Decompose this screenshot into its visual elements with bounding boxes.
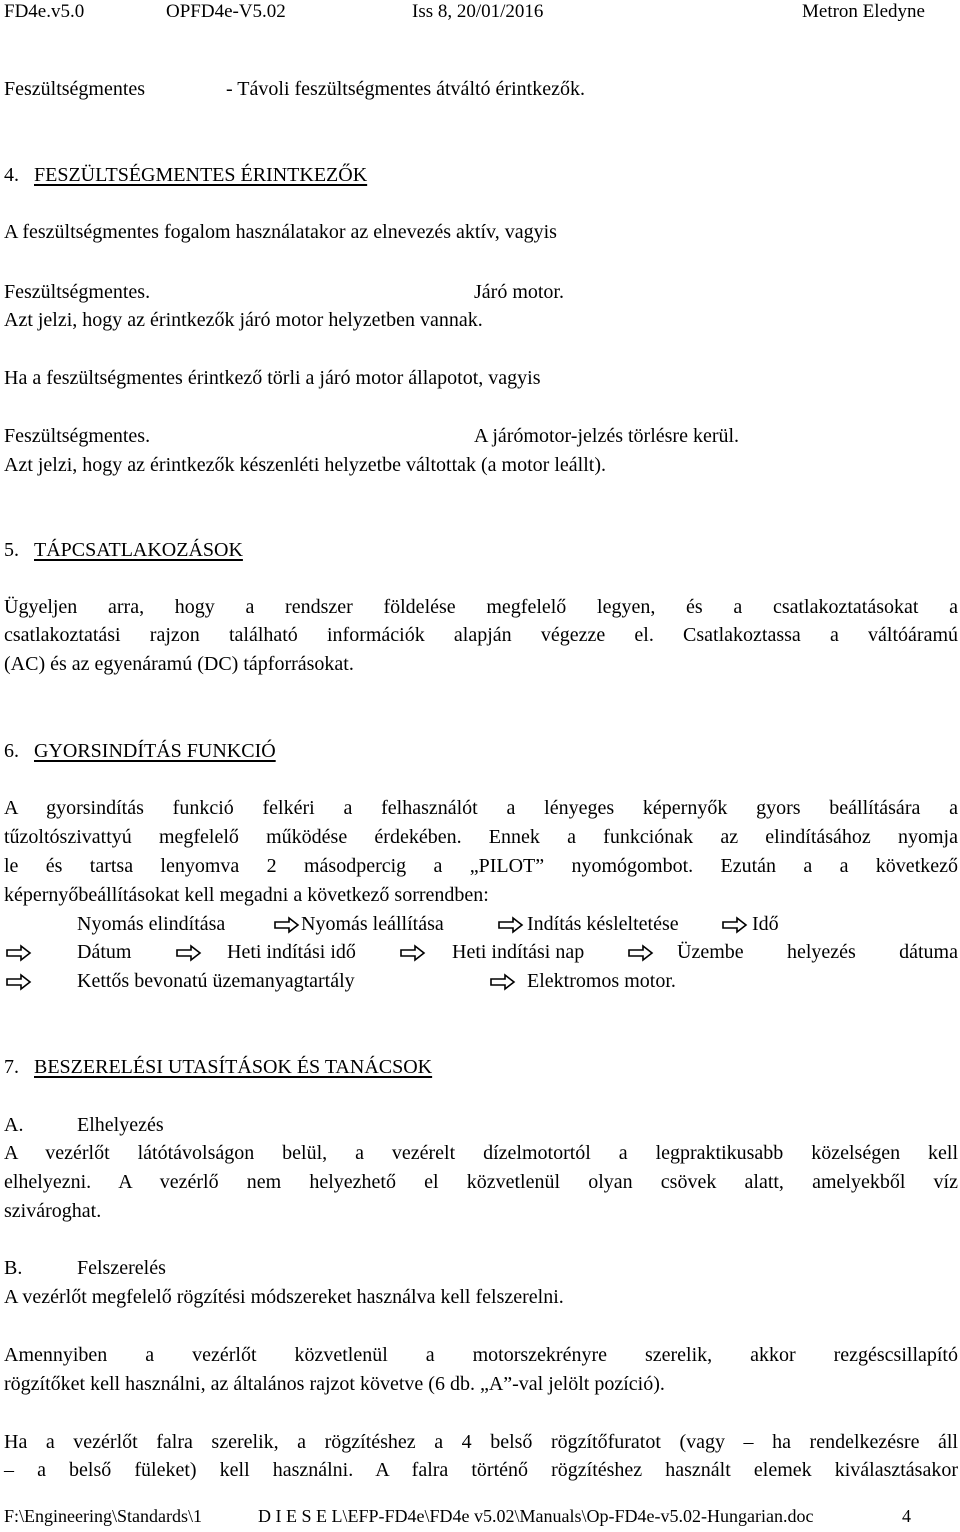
sequence-step: Heti indítási nap xyxy=(452,941,585,963)
section-4-row1-right: Járó motor. xyxy=(474,281,564,303)
section-5-line: (AC) és az egyenáramú (DC) tápforrásokat. xyxy=(4,653,354,675)
right-arrow-icon xyxy=(400,944,426,962)
paragraph-line: Amennyiben a vezérlőt közvetlenül a motorszekrényre szerelik, akkor rezgéscsillapító xyxy=(4,1344,958,1366)
header-doc-code: FD4e.v5.0 xyxy=(4,1,85,22)
top-row-label: Feszültségmentes xyxy=(4,78,146,100)
section-6-title: GYORSINDÍTÁS FUNKCIÓ xyxy=(34,740,276,762)
footer-page-number: 4 xyxy=(902,1506,911,1526)
sequence-step: Kettős bevonatú üzemanyagtartály xyxy=(77,970,355,992)
sequence-step: Elektromos motor. xyxy=(527,970,676,992)
paragraph-line: Ha a vezérlőt falra szerelik, a rögzítéshez a 4 belső rögzítőfuratot (vagy – ha rendelkezésre áll xyxy=(4,1431,958,1453)
sequence-step: Idő xyxy=(752,913,779,935)
subsection-a-line: szivároghat. xyxy=(4,1200,102,1222)
section-6-line: le és tartsa lenyomva 2 másodpercig a „PILOT” nyomógombot. Ezután a a következő xyxy=(4,855,958,877)
sequence-step: Nyomás elindítása xyxy=(77,913,226,935)
footer-path-a: F:\Engineering\Standards\1 xyxy=(4,1506,202,1526)
section-6-line: A gyorsindítás funkció felkéri a felhasználót a lényeges képernyők gyors beállítására a xyxy=(4,797,958,819)
section-7-number: 7. xyxy=(4,1056,19,1078)
section-5-line: Ügyeljen arra, hogy a rendszer földelése megfelelő legyen, és a csatlakoztatásokat a xyxy=(4,596,958,618)
section-4-row2-desc: Azt jelzi, hogy az érintkezők készenléti helyzetbe váltottak (a motor leállt). xyxy=(4,454,606,476)
paragraph-line: – a belső füleket) kell használni. A falra történő rögzítéshez használt elemek kiválasztásakor xyxy=(4,1459,958,1481)
subsection-b-title: Felszerelés xyxy=(77,1257,166,1279)
section-5-number: 5. xyxy=(4,539,19,561)
section-4-intro: A feszültségmentes fogalom használatakor az elnevezés aktív, vagyis xyxy=(4,221,557,243)
section-4-row2-right: A járómotor-jelzés törlésre kerül. xyxy=(474,425,740,447)
paragraph-line: rögzítőket kell használni, az általános rajzot követve (6 db. „A”-val jelölt pozíció). xyxy=(4,1373,665,1395)
footer-path-b: D I E S E L\EFP-FD4e\FD4e v5.02\Manuals\Op-FD4e-v5.02-Hungarian.doc xyxy=(258,1506,814,1526)
right-arrow-icon xyxy=(490,973,516,991)
section-4-row1-desc: Azt jelzi, hogy az érintkezők járó motor helyzetben vannak. xyxy=(4,309,483,331)
section-6-heading xyxy=(4,739,276,763)
section-6-line: tűzoltószivattyú megfelelő működése érdekében. Ennek a funkciónak az elindításához nyomja xyxy=(4,826,958,848)
right-arrow-icon xyxy=(6,944,32,962)
header-ref-code: OPFD4e-V5.02 xyxy=(166,1,286,22)
right-arrow-icon xyxy=(274,916,300,934)
right-arrow-icon xyxy=(176,944,202,962)
sequence-step: Nyomás leállítása xyxy=(301,913,444,935)
section-5-heading xyxy=(4,538,243,562)
right-arrow-icon xyxy=(628,944,654,962)
section-4-title: FESZÜLTSÉGMENTES ÉRINTKEZŐK xyxy=(34,164,368,186)
section-4-heading xyxy=(4,163,367,187)
section-6-line: képernyőbeállításokat kell megadni a következő sorrendben: xyxy=(4,884,489,906)
right-arrow-icon xyxy=(6,973,32,991)
subsection-a-title: Elhelyezés xyxy=(77,1114,164,1136)
right-arrow-icon xyxy=(722,916,748,934)
subsection-b-line: A vezérlőt megfelelő rögzítési módszereket használva kell felszerelni. xyxy=(4,1286,564,1308)
sequence-step: Indítás késleltetése xyxy=(527,913,679,935)
subsection-a-letter: A. xyxy=(4,1114,24,1136)
top-row-text: - Távoli feszültségmentes átváltó érintkezők. xyxy=(226,78,585,100)
section-4-number: 4. xyxy=(4,164,19,186)
section-7-heading xyxy=(4,1055,432,1079)
section-4-row1-left: Feszültségmentes. xyxy=(4,281,151,303)
sequence-step: Üzembe helyezés dátuma xyxy=(677,941,958,963)
section-7-title: BESZERELÉSI UTASÍTÁSOK ÉS TANÁCSOK xyxy=(34,1056,433,1078)
section-4-intro2: Ha a feszültségmentes érintkező törli a járó motor állapotot, vagyis xyxy=(4,367,541,389)
subsection-a-line: elhelyezni. A vezérlő nem helyezhető el közvetlenül olyan csövek alatt, amelyekből víz xyxy=(4,1171,958,1193)
section-5-title: TÁPCSATLAKOZÁSOK xyxy=(34,539,243,561)
section-5-line: csatlakoztatási rajzon található információk alapján végezze el. Csatlakoztassa a váltóáramú xyxy=(4,624,958,646)
subsection-b-letter: B. xyxy=(4,1257,23,1279)
sequence-step: Dátum xyxy=(77,941,132,963)
right-arrow-icon xyxy=(498,916,524,934)
section-4-row2-left: Feszültségmentes. xyxy=(4,425,151,447)
subsection-a-line: A vezérlőt látótávolságon belül, a vezérelt dízelmotortól a legpraktikusabb közelségen kell xyxy=(4,1142,958,1164)
header-company: Metron Eledyne xyxy=(802,1,925,22)
section-6-number: 6. xyxy=(4,740,19,762)
sequence-step: Heti indítási idő xyxy=(227,941,356,963)
header-issue: Iss 8, 20/01/2016 xyxy=(412,1,544,22)
